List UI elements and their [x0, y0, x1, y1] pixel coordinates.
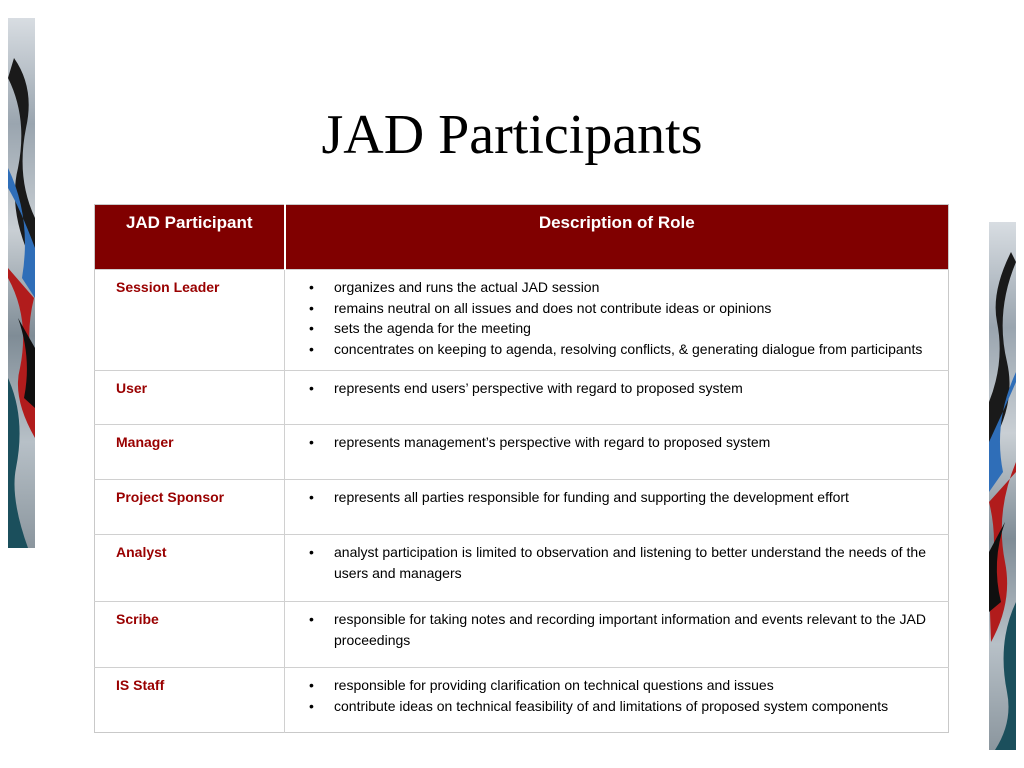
- header-description: Description of Role: [285, 205, 949, 270]
- participant-name: User: [95, 371, 285, 425]
- right-decorative-strip: [989, 222, 1016, 750]
- participant-name: Analyst: [95, 535, 285, 602]
- role-description: [285, 602, 949, 668]
- participant-name: IS Staff: [95, 668, 285, 733]
- role-description: [285, 535, 949, 602]
- table-row: [95, 270, 949, 371]
- page-title: JAD Participants: [321, 104, 703, 166]
- table-row: [95, 602, 949, 668]
- table-header-row: [95, 205, 949, 270]
- role-description: [285, 425, 949, 480]
- role-bullet: • responsible for taking notes and recording important information and events relevant to the JAD proceedings: [309, 609, 926, 650]
- role-bullet: • represents all parties responsible for funding and supporting the development effort: [309, 487, 926, 508]
- role-bullet: • represents end users’ perspective with regard to proposed system: [309, 378, 926, 399]
- role-description: [285, 668, 949, 733]
- jad-participants-table: [94, 204, 949, 733]
- role-bullet: • analyst participation is limited to observation and listening to better understand the needs of the users and managers: [309, 542, 926, 583]
- participant-name: Scribe: [95, 602, 285, 668]
- role-description: [285, 480, 949, 535]
- role-bullet: • contribute ideas on technical feasibility of and limitations of proposed system components: [309, 696, 926, 717]
- table-row: [95, 480, 949, 535]
- table-row: [95, 668, 949, 733]
- role-bullet: • sets the agenda for the meeting: [309, 318, 926, 339]
- table-row: [95, 371, 949, 425]
- table-row: [95, 535, 949, 602]
- role-description: [285, 371, 949, 425]
- role-description: [285, 270, 949, 371]
- header-participant: JAD Participant: [95, 205, 285, 270]
- participant-name: Session Leader: [95, 270, 285, 371]
- participant-name: Project Sponsor: [95, 480, 285, 535]
- role-bullet: • organizes and runs the actual JAD session: [309, 277, 926, 298]
- role-bullet: • remains neutral on all issues and does not contribute ideas or opinions: [309, 298, 926, 319]
- role-bullet: • responsible for providing clarification on technical questions and issues: [309, 675, 926, 696]
- role-bullet: • represents management’s perspective with regard to proposed system: [309, 432, 926, 453]
- role-bullet: • concentrates on keeping to agenda, resolving conflicts, & generating dialogue from participants: [309, 339, 926, 360]
- table-row: [95, 425, 949, 480]
- left-decorative-strip: [8, 18, 35, 548]
- participant-name: Manager: [95, 425, 285, 480]
